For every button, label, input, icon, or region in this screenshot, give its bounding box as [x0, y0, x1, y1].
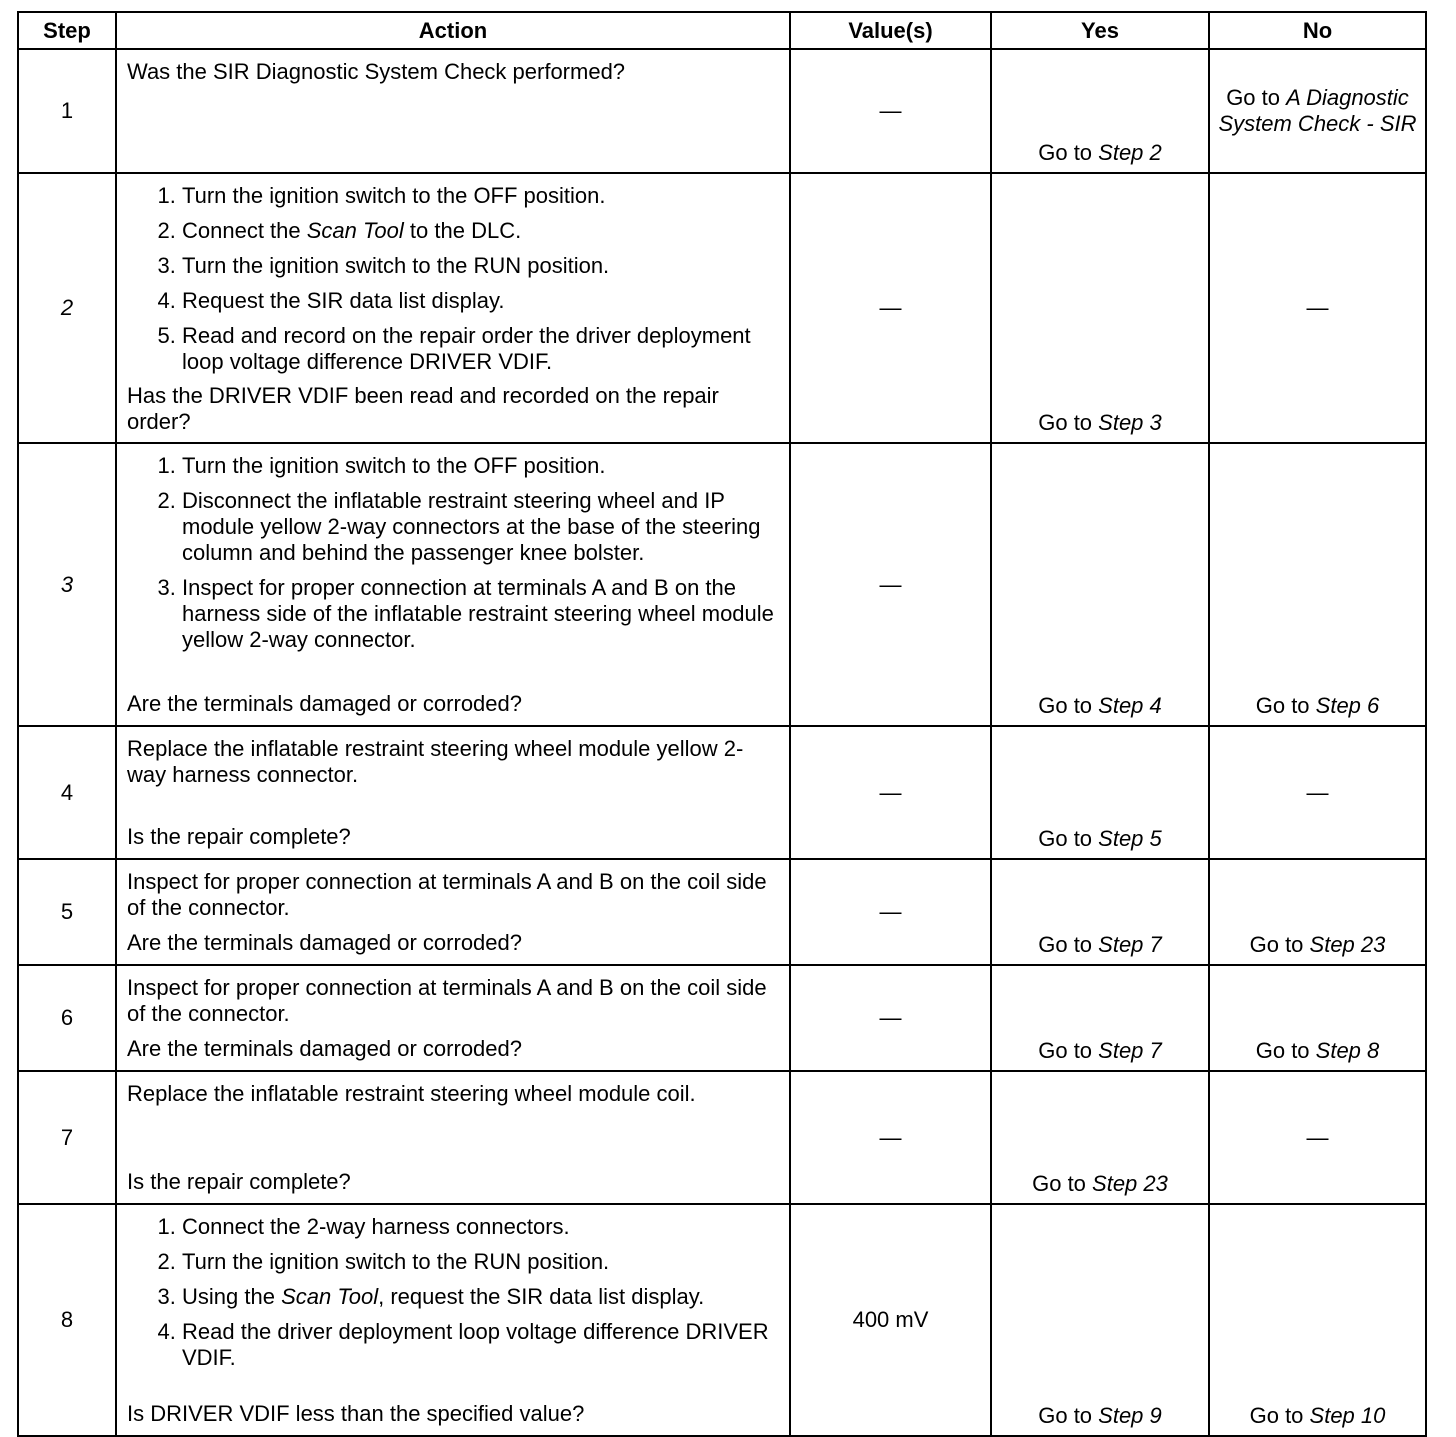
yes-prefix: Go to [1038, 1038, 1099, 1063]
action-step-item: 2. Disconnect the inflatable restraint steering wheel and IP module yellow 2-way connectors at the base of the steering column and behind the passenger knee bolster. [182, 488, 779, 566]
action-question: Is the repair complete? [127, 824, 351, 849]
table-row [18, 1071, 1426, 1204]
action-cell [116, 859, 790, 965]
action-cell [116, 965, 790, 1071]
table-row [18, 49, 1426, 173]
step-number: 1 [18, 49, 116, 173]
value-cell: — [790, 1071, 991, 1204]
header-values: Value(s) [790, 12, 991, 49]
action-question: Are the terminals damaged or corroded? [127, 930, 522, 955]
action-cell [116, 1204, 790, 1436]
step-number: 8 [18, 1204, 116, 1436]
header-row [18, 12, 1426, 49]
yes-link[interactable]: Step 2 [1098, 140, 1162, 165]
action-cell [116, 1071, 790, 1204]
action-question: Are the terminals damaged or corroded? [127, 1036, 522, 1061]
action-step-item: 1. Turn the ignition switch to the OFF position. [182, 453, 779, 479]
value-cell: — [790, 859, 991, 965]
action-text: Replace the inflatable restraint steering wheel module yellow 2-way harness connector. [127, 736, 744, 787]
value-cell: 400 mV [790, 1204, 991, 1436]
no-prefix: Go to [1249, 1403, 1310, 1428]
action-steps [127, 453, 779, 653]
action-text: Was the SIR Diagnostic System Check performed? [127, 59, 626, 84]
table-row [18, 965, 1426, 1071]
step-number: 3 [18, 443, 116, 726]
value-cell: — [790, 965, 991, 1071]
yes-prefix: Go to [1038, 140, 1099, 165]
yes-cell[interactable] [991, 726, 1209, 859]
action-cell [116, 726, 790, 859]
no-prefix: Go to [1255, 1038, 1316, 1063]
yes-link[interactable]: Step 3 [1098, 410, 1162, 435]
table-row [18, 173, 1426, 443]
step-number: 7 [18, 1071, 116, 1204]
yes-link[interactable]: Step 7 [1098, 932, 1162, 957]
yes-prefix: Go to [1038, 932, 1099, 957]
no-cell[interactable] [1209, 1204, 1426, 1436]
yes-prefix: Go to [1038, 826, 1099, 851]
table-row [18, 726, 1426, 859]
no-cell[interactable] [1209, 443, 1426, 726]
header-yes: Yes [991, 12, 1209, 49]
no-prefix: Go to [1255, 693, 1316, 718]
no-cell: — [1209, 726, 1426, 859]
yes-cell[interactable] [991, 173, 1209, 443]
step-number: 2 [18, 173, 116, 443]
action-step-item: 4. Request the SIR data list display. [182, 288, 779, 314]
action-text: Inspect for proper connection at terminals A and B on the coil side of the connector. [127, 975, 767, 1026]
yes-prefix: Go to [1038, 410, 1099, 435]
no-link[interactable]: Step 8 [1315, 1038, 1380, 1063]
action-step-item: 5. Read and record on the repair order the driver deployment loop voltage difference DRIVER VDIF. [182, 323, 779, 375]
action-question: Has the DRIVER VDIF been read and recorded on the repair order? [127, 383, 719, 434]
yes-prefix: Go to [1038, 1403, 1099, 1428]
no-cell[interactable] [1209, 859, 1426, 965]
yes-cell[interactable] [991, 443, 1209, 726]
step-number: 6 [18, 965, 116, 1071]
no-cell[interactable] [1209, 965, 1426, 1071]
diagnostic-table [17, 11, 1427, 1437]
yes-link[interactable]: Step 9 [1098, 1403, 1162, 1428]
yes-cell[interactable] [991, 965, 1209, 1071]
header-no: No [1209, 12, 1426, 49]
value-cell: — [790, 726, 991, 859]
no-link[interactable]: Step 10 [1309, 1403, 1386, 1428]
action-steps [127, 1214, 779, 1371]
action-cell [116, 49, 790, 173]
action-text: Replace the inflatable restraint steering wheel module coil. [127, 1081, 696, 1106]
action-text: Inspect for proper connection at terminals A and B on the coil side of the connector. [127, 869, 767, 920]
action-question: Is DRIVER VDIF less than the specified value? [127, 1401, 585, 1426]
action-step-item: 3. Using the Scan Tool, request the SIR data list display. [182, 1284, 779, 1310]
yes-link[interactable]: Step 4 [1098, 693, 1162, 718]
value-cell: — [790, 443, 991, 726]
header-step: Step [18, 12, 116, 49]
no-cell[interactable] [1209, 49, 1426, 173]
table-row [18, 1204, 1426, 1436]
yes-cell[interactable] [991, 1204, 1209, 1436]
no-prefix: Go to [1226, 85, 1287, 110]
yes-cell[interactable] [991, 1071, 1209, 1204]
action-cell [116, 173, 790, 443]
no-link[interactable]: Step 23 [1309, 932, 1386, 957]
step-number: 5 [18, 859, 116, 965]
yes-prefix: Go to [1038, 693, 1099, 718]
table-row [18, 443, 1426, 726]
action-step-item: 3. Turn the ignition switch to the RUN position. [182, 253, 779, 279]
action-question: Is the repair complete? [127, 1169, 351, 1194]
action-steps [127, 183, 779, 375]
action-step-item: 3. Inspect for proper connection at terminals A and B on the harness side of the inflatable restraint steering wheel module yellow 2-way connector. [182, 575, 779, 653]
yes-cell[interactable] [991, 859, 1209, 965]
action-question: Are the terminals damaged or corroded? [127, 691, 522, 716]
no-link[interactable]: A Diagnostic System Check - SIR [1218, 85, 1417, 136]
action-step-item: 1. Turn the ignition switch to the OFF position. [182, 183, 779, 209]
yes-link[interactable]: Step 23 [1092, 1171, 1168, 1196]
no-link[interactable]: Step 6 [1315, 693, 1380, 718]
action-cell [116, 443, 790, 726]
no-cell: — [1209, 1071, 1426, 1204]
no-prefix: Go to [1249, 932, 1310, 957]
action-step-item: 2. Connect the Scan Tool to the DLC. [182, 218, 779, 244]
header-action: Action [116, 12, 790, 49]
yes-prefix: Go to [1032, 1171, 1093, 1196]
value-cell: — [790, 49, 991, 173]
yes-link[interactable]: Step 5 [1098, 826, 1162, 851]
table-row [18, 859, 1426, 965]
no-cell: — [1209, 173, 1426, 443]
yes-cell[interactable] [991, 49, 1209, 173]
yes-link[interactable]: Step 7 [1098, 1038, 1162, 1063]
step-number: 4 [18, 726, 116, 859]
action-step-item: 4. Read the driver deployment loop voltage difference DRIVER VDIF. [182, 1319, 779, 1371]
value-cell: — [790, 173, 991, 443]
action-step-item: 2. Turn the ignition switch to the RUN position. [182, 1249, 779, 1275]
action-step-item: 1. Connect the 2-way harness connectors. [182, 1214, 779, 1240]
